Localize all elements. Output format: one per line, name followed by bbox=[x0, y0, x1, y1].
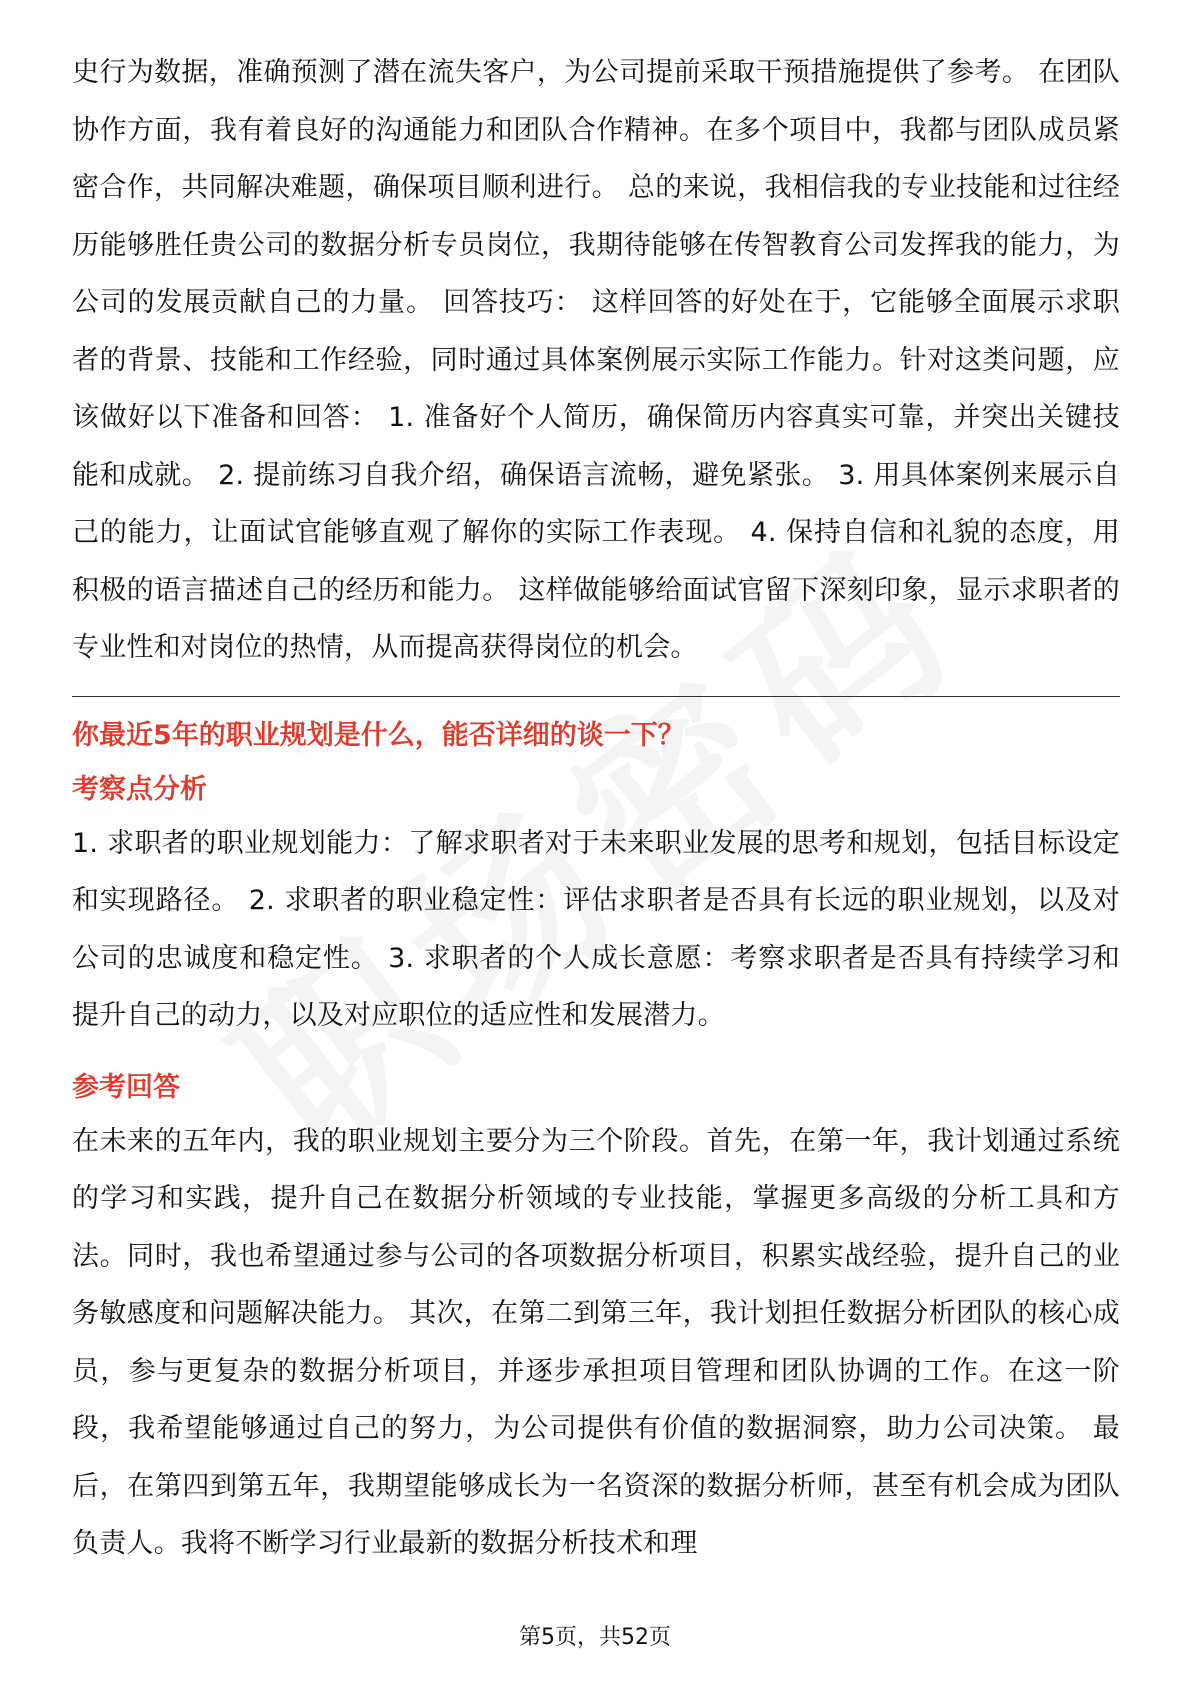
page-footer: 第5页，共52页 bbox=[519, 1625, 671, 1650]
page-content bbox=[72, 44, 1120, 1573]
spacer bbox=[72, 1045, 1120, 1059]
answer-heading: 参考回答 bbox=[72, 1071, 180, 1103]
analysis-paragraph: 1. 求职者的职业规划能力：了解求职者对于未来职业发展的思考和规划，包括目标设定和实现路径。 2. 求职者的职业稳定性：评估求职者是否具有长远的职业规划，以及对公司的忠诚度和稳定性。 3. 求职者的个人成长意愿：考察求职者是否具有持续学习和提升自己的动力，以及对应职位的适应性和发展潜力。 bbox=[72, 827, 1120, 1031]
analysis-heading: 考察点分析 bbox=[72, 773, 207, 805]
top-paragraph: 史行为数据，准确预测了潜在流失客户，为公司提前采取干预措施提供了参考。 在团队协作方面，我有着良好的沟通能力和团队合作精神。在多个项目中，我都与团队成员紧密合作，共同解决难题，确保项目顺利进行。 总的来说，我相信我的专业技能和过往经历能够胜任贵公司的数据分析专员岗位，我期待能够在传智教育公司发挥我的能力，为公司的发展贡献自己的力量。 回答技巧： 这样回答的好处在于，它能够全面展示求职者的背景、技能和工作经验，同时通过具体案例展示实际工作能力。针对这类问题，应该做好以下准备和回答： 1. 准备好个人简历，确保简历内容真实可靠，并突出关键技能和成就。 2. 提前练习自我介绍，确保语言流畅，避免紧张。 3. 用具体案例来展示自己的能力，让面试官能够直观了解你的实际工作表现。 4. 保持自信和礼貌的态度，用积极的语言描述自己的经历和能力。 这样做能够给面试官留下深刻印象，显示求职者的专业性和对岗位的热情，从而提高获得岗位的机会。 bbox=[72, 57, 1120, 663]
question-heading: 你最近5年的职业规划是什么，能否详细的谈一下？ bbox=[72, 719, 685, 751]
answer-paragraph: 在未来的五年内，我的职业规划主要分为三个阶段。首先，在第一年，我计划通过系统的学习和实践，提升自己在数据分析领域的专业技能，掌握更多高级的分析工具和方法。同时，我也希望通过参与公司的各项数据分析项目，积累实战经验，提升自己的业务敏感度和问题解决能力。 其次，在第二到第三年，我计划担任数据分析团队的核心成员，参与更复杂的数据分析项目，并逐步承担项目管理和团队协调的工作。在这一阶段，我希望能够通过自己的努力，为公司提供有价值的数据洞察，助力公司决策。 最后，在第四到第五年，我期望能够成长为一名资深的数据分析师，甚至有机会成为团队负责人。我将不断学习行业最新的数据分析技术和理 bbox=[72, 1125, 1120, 1559]
section-divider bbox=[72, 696, 1120, 697]
